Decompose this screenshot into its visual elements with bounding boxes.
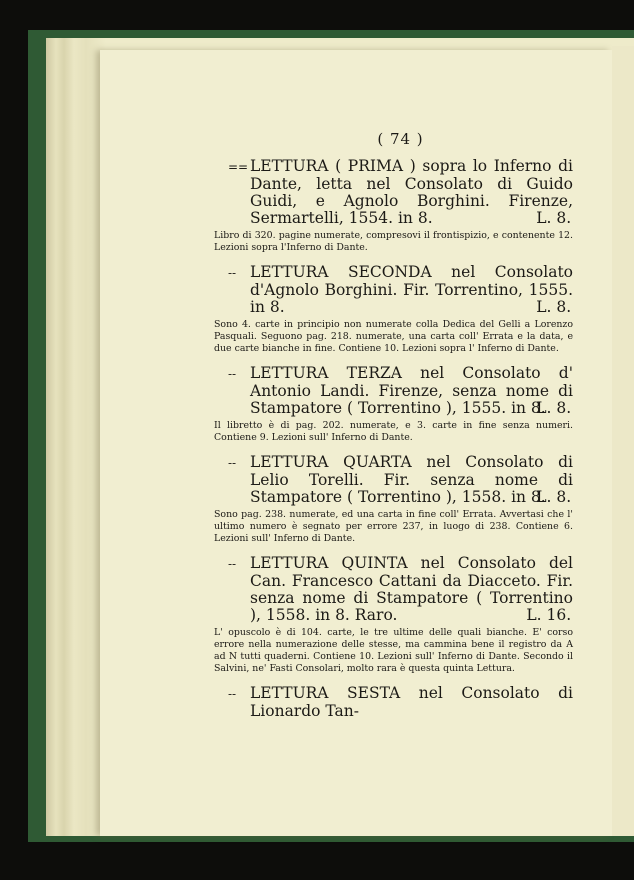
entry-note: Sono 4. carte in principio non numerate colla Dedica del Gelli a Lorenzo Pasquali. Seguono pag. 218. numerate, una carta coll' Errata e la data, e due carte bianche in fine. Contiene 10. Lezioni sopra l' Inferno di Dante. [214, 319, 573, 354]
entry-heading: LETTURA SESTA nel Consolato di Lionardo Tan- [250, 684, 573, 720]
page-text [214, 130, 573, 730]
entry-mark: -- [228, 266, 237, 280]
entry-price: L. 8. [536, 488, 572, 506]
entry-heading: LETTURA QUINTA nel Consolato del Can. Francesco Cattani da Diacceto. Fir. senza nome di Stampatore ( Torrentino ), 1558. in 8. Raro. [250, 554, 573, 624]
entry-heading: LETTURA ( PRIMA ) sopra lo Inferno di Dante, letta nel Consolato di Guido Guidi, e Agnolo Borghini. Firenze, Sermartelli, 1554. in 8. [250, 157, 573, 227]
entry-note: Il libretto è di pag. 202. numerate, e 3. carte in fine senza numeri. Contiene 9. Lezioni sull' Inferno di Dante. [214, 420, 573, 443]
catalog-entry [214, 364, 573, 444]
catalog-entry [214, 554, 573, 675]
entry-mark: -- [228, 557, 237, 571]
entry-mark: -- [228, 687, 237, 701]
entry-mark: -- [228, 456, 237, 470]
facing-page-edge [612, 46, 634, 836]
catalog-entry [214, 453, 573, 545]
entry-heading: LETTURA TERZA nel Consolato d' Antonio Landi. Firenze, senza nome di Stampatore ( Torrentino ), 1555. in 8. [250, 364, 573, 417]
entry-price: L. 8. [536, 209, 572, 227]
entry-mark: -- [228, 367, 237, 381]
entry-note: Libro di 320. pagine numerate, compresovi il frontispizio, e contenente 12. Lezioni sopra l'Inferno di Dante. [214, 230, 573, 253]
catalog-entry [228, 685, 573, 720]
entry-note: Sono pag. 238. numerate, ed una carta in fine coll' Errata. Avvertasi che l' ultimo numero è segnato per errore 237, in luogo di 238. Contiene 6. Lezioni sull' Inferno di Dante. [214, 509, 573, 544]
entry-mark: == [228, 160, 249, 174]
entry-price: L. 16. [526, 606, 572, 624]
page-number: ( 74 ) [377, 130, 424, 148]
catalog-entry [214, 263, 573, 355]
entry-price: L. 8. [536, 399, 572, 417]
entry-price: L. 8. [536, 298, 572, 316]
entry-heading: LETTURA QUARTA nel Consolato di Lelio Torelli. Fir. senza nome di Stampatore ( Torrentino ), 1558. in 8. [250, 453, 573, 506]
entry-note: L' opuscolo è di 104. carte, le tre ultime delle quali bianche. E' corso errore nella numerazione delle stesse, ma cammina bene il registro da A ad N tutti quaderni. Contiene 10. Lezioni sull' Inferno di Dante. Secondo il Salvini, ne' Fasti Consolari, molto rara è questa quinta Lettura. [214, 627, 573, 674]
catalog-entry [214, 157, 573, 254]
entry-heading: LETTURA SECONDA nel Consolato d'Agnolo Borghini. Fir. Torrentino, 1555. in 8. [250, 263, 573, 316]
